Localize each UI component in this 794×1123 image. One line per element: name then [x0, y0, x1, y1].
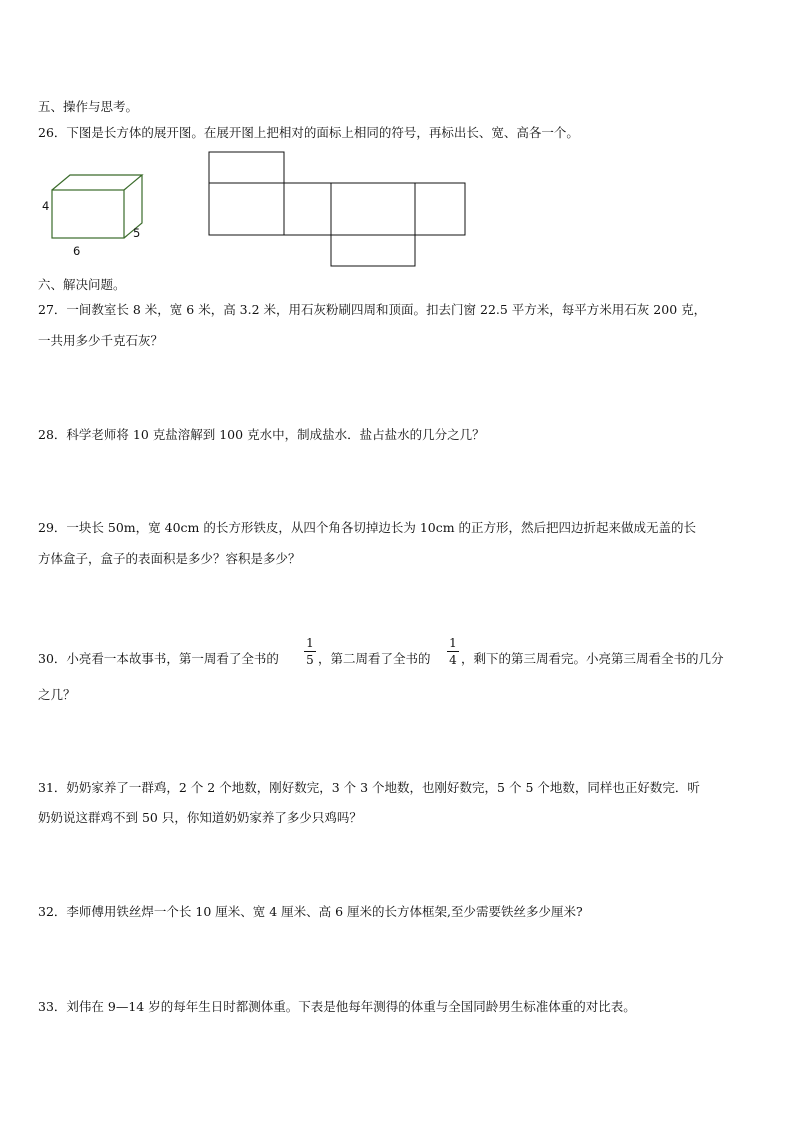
cuboid-net-figure — [205, 148, 475, 270]
question-31-line2: 奶奶说这群鸡不到 50 只，你知道奶奶家养了多少只鸡吗？ — [38, 810, 362, 825]
fraction-1-numerator: 1 — [306, 636, 314, 650]
cuboid-length-label: 6 — [73, 244, 81, 258]
question-30-part3: ，剩下的第三周看完。小亮第三周看全书的几分 — [461, 651, 724, 666]
question-30-part2: ，第二周看了全书的 — [318, 651, 431, 666]
fraction-2-numerator: 1 — [449, 636, 457, 650]
cuboid-height-label: 4 — [42, 199, 50, 213]
question-30-line2: 之几？ — [38, 687, 76, 702]
fraction-1-denominator: 5 — [306, 653, 314, 667]
fraction-2-denominator: 4 — [449, 653, 457, 667]
question-33: 33．刘伟在 9—14 岁的每年生日时都测体重。下表是他每年测得的体重与全国同龄男生标准体重的对比表。 — [38, 999, 636, 1014]
question-31-line1: 31．奶奶家养了一群鸡，2 个 2 个地数，刚好数完，3 个 3 个地数，也刚好数完，5 个 5 个地数，同样也正好数完．听 — [38, 780, 700, 795]
net-face-top — [209, 152, 284, 183]
question-29-line2: 方体盒子，盒子的表面积是多少？容积是多少？ — [38, 551, 301, 566]
question-27-line1: 27．一间教室长 8 米，宽 6 米，高 3.2 米，用石灰粉刷四周和顶面。扣去门窗 22.5 平方米，每平方米用石灰 200 克， — [38, 302, 707, 317]
net-face-side2 — [415, 183, 465, 235]
question-30-part1: 30．小亮看一本故事书，第一周看了全书的 — [38, 651, 279, 666]
question-27-line2: 一共用多少千克石灰？ — [38, 333, 164, 348]
cuboid-width-label: 5 — [133, 226, 141, 240]
fraction-one-fifth — [304, 637, 316, 666]
question-28: 28．科学老师将 10 克盐溶解到 100 克水中，制成盐水．盐占盐水的几分之几？ — [38, 427, 485, 442]
fraction-one-fourth — [447, 637, 459, 666]
question-32: 32．李师傅用铁丝焊一个长 10 厘米、宽 4 厘米、高 6 厘米的长方体框架,至少需要铁丝多少厘米? — [38, 904, 583, 919]
net-face-bottom — [331, 235, 415, 266]
cuboid-figure — [40, 168, 160, 258]
section-5-heading: 五、操作与思考。 — [38, 99, 139, 114]
section-6-heading: 六、解决问题。 — [38, 277, 126, 292]
net-face-left — [209, 183, 284, 235]
net-face-side1 — [284, 183, 331, 235]
question-26: 26．下图是长方体的展开图。在展开图上把相对的面标上相同的符号，再标出长、宽、高各一个。 — [38, 125, 579, 140]
question-29-line1: 29．一块长 50m，宽 40cm 的长方形铁皮，从四个角各切掉边长为 10cm 的正方形，然后把四边折起来做成无盖的长 — [38, 520, 697, 535]
net-face-center — [331, 183, 415, 235]
